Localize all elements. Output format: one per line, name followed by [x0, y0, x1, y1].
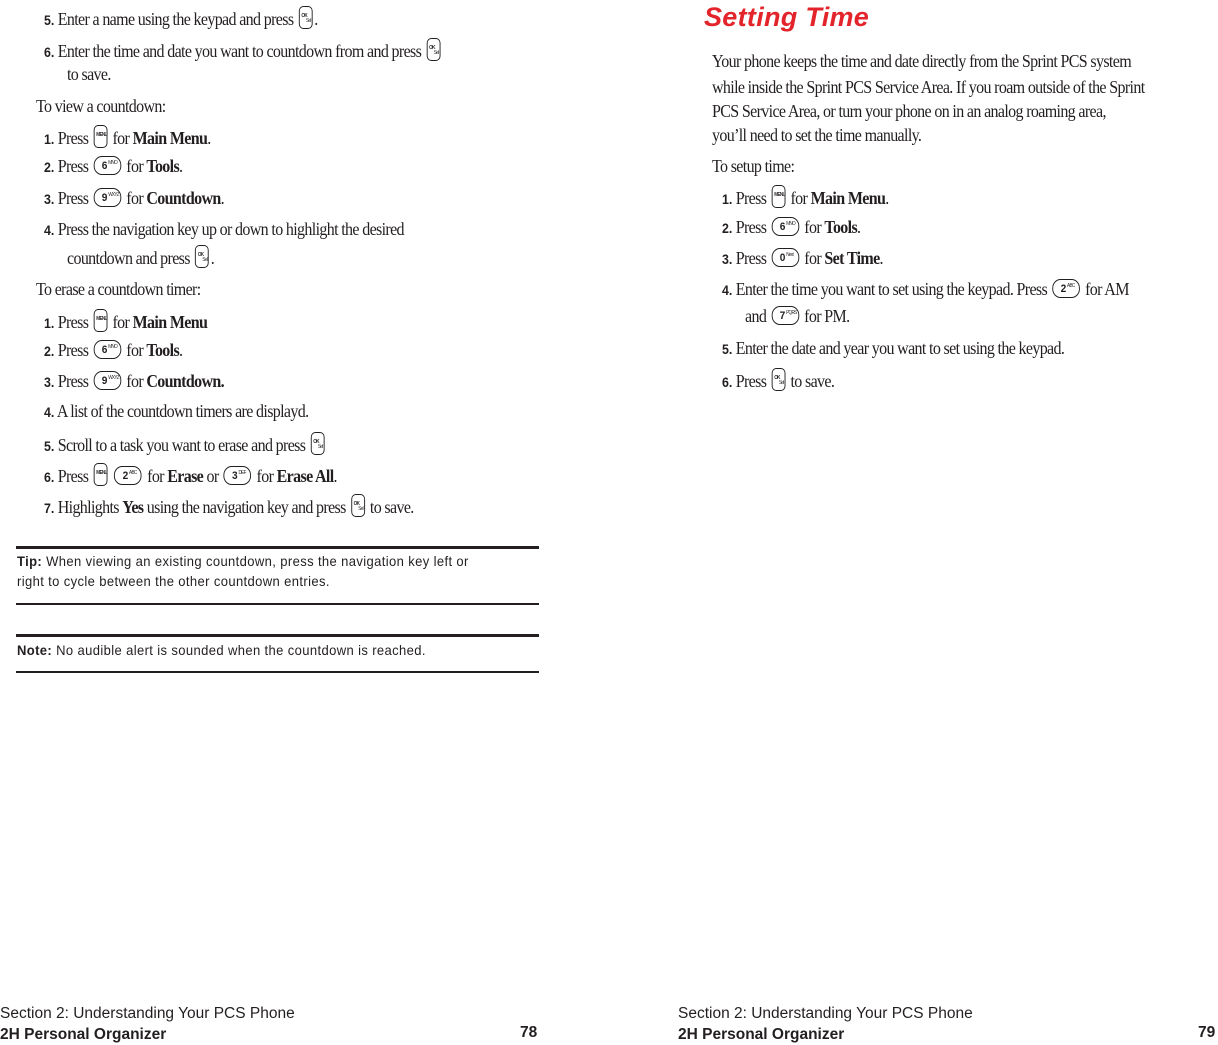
paragraph-line-2: while inside the Sprint PCS Service Area. If you roam outside of the Sprint [712, 77, 1145, 97]
right-page [676, 0, 1218, 1045]
note-text: Note: No audible alert is sounded when the countdown is reached. [17, 642, 426, 658]
step-5-continued: 5. Enter a name using the keypad and press OK Sel . [44, 6, 318, 30]
setup-step-3: 3. Press 0 Next for Set Time. [722, 248, 883, 268]
ok-key-icon: OK Sel [311, 432, 325, 455]
key-9-icon: 9 WXYZ [93, 188, 121, 207]
tip-line-1: Tip: When viewing an existing countdown, press the navigation key left or [17, 553, 469, 569]
page-title: Setting Time [704, 2, 870, 32]
view-step-1: 1. Press MENU for Main Menu. [44, 125, 211, 149]
key-7-icon: 7 PQRS [771, 306, 799, 325]
footer-section-title: Section 2: Understanding Your PCS Phone [678, 1005, 973, 1022]
ok-key-icon: OK Sel [771, 368, 785, 391]
footer-subsection-title: 2H Personal Organizer [678, 1026, 845, 1043]
step-text: Enter the time and date you want to countdown from and press [57, 41, 422, 61]
view-step-4: 4. Press the navigation key up or down to highlight the desired [44, 219, 404, 239]
setup-time-intro: To setup time: [712, 156, 795, 176]
view-step-3: 3. Press 9 WXYZ for Countdown. [44, 188, 224, 208]
paragraph-line-1: Your phone keeps the time and date directly from the Sprint PCS system [712, 51, 1132, 71]
footer-section-title: Section 2: Understanding Your PCS Phone [0, 1005, 295, 1022]
ok-key-icon: OK Sel [351, 494, 365, 517]
view-step-2: 2. Press 6 MNO for Tools. [44, 156, 183, 176]
key-3-icon: 3 DEF [224, 466, 252, 485]
step-text: Enter a name using the keypad and press [57, 9, 294, 29]
ok-key-icon: OK Sel [299, 6, 313, 29]
menu-key-icon: MENU [93, 463, 107, 486]
menu-key-icon: MENU [771, 185, 785, 208]
key-6-icon: 6 MNO [93, 340, 121, 359]
setup-step-4-continuation: and 7 PQRS for PM. [745, 306, 850, 326]
step-6-continued [44, 38, 442, 62]
view-step-4-continuation: countdown and press OK Sel . [67, 245, 214, 269]
note-bottom-rule [16, 671, 539, 673]
erase-countdown-intro: To erase a countdown timer: [36, 279, 201, 299]
page-number: 79 [1198, 1024, 1216, 1041]
tip-line-2: right to cycle between the other countdown entries. [17, 573, 330, 589]
left-page [0, 0, 545, 1045]
note-top-rule [16, 634, 539, 637]
setup-step-4: 4. Enter the time you want to set using the keypad. Press 2 ABC for AM [722, 279, 1129, 299]
key-6-icon: 6 MNO [93, 156, 121, 175]
step-number: 5. [44, 13, 55, 28]
erase-step-7: 7. Highlights Yes using the navigation key and press OK Sel to save. [44, 494, 414, 518]
page-number: 78 [520, 1024, 538, 1041]
key-9-icon: 9 WXYZ [93, 371, 121, 390]
setup-step-6: 6. Press OK Sel to save. [722, 368, 834, 392]
erase-step-3: 3. Press 9 WXYZ for Countdown. [44, 371, 224, 391]
footer-subsection-title: 2H Personal Organizer [0, 1026, 167, 1043]
setup-step-5: 5. Enter the date and year you want to set using the keypad. [722, 338, 1065, 358]
key-2-icon: 2 ABC [114, 466, 142, 485]
erase-step-4: 4. A list of the countdown timers are displayd. [44, 401, 309, 421]
setup-step-2: 2. Press 6 MNO for Tools. [722, 217, 861, 237]
setup-step-1: 1. Press MENU for Main Menu. [722, 185, 889, 209]
paragraph-line-3: PCS Service Area, or turn your phone on in an analog roaming area, [712, 101, 1106, 121]
erase-step-2: 2. Press 6 MNO for Tools. [44, 340, 183, 360]
ok-key-icon: OK Sel [195, 245, 209, 268]
paragraph-line-4: you’ll need to set the time manually. [712, 125, 922, 145]
erase-step-6: 6. Press MENU 2 ABC for Erase or 3 DEF for Erase All. [44, 463, 337, 487]
erase-step-1: 1. Press MENU for Main Menu [44, 309, 207, 333]
menu-key-icon: MENU [93, 125, 107, 148]
step-number: 6. [44, 45, 55, 60]
key-6-icon: 6 MNO [771, 217, 799, 236]
menu-key-icon: MENU [93, 309, 107, 332]
ok-key-icon: OK Sel [426, 38, 440, 61]
tip-bottom-rule [16, 603, 539, 605]
view-countdown-intro: To view a countdown: [36, 96, 166, 116]
key-0-icon: 0 Next [771, 248, 799, 267]
erase-step-5: 5. Scroll to a task you want to erase and press OK Sel [44, 432, 326, 456]
tip-top-rule [16, 546, 539, 549]
key-2-icon: 2 ABC [1052, 279, 1080, 298]
step-6-continuation: to save. [67, 64, 111, 84]
